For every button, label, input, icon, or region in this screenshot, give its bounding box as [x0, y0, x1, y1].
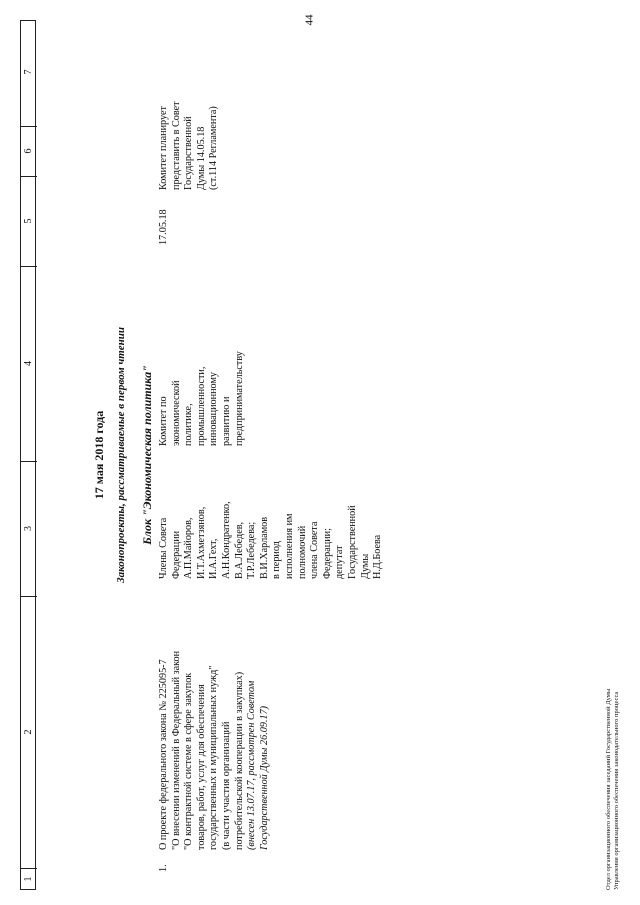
- row-number: 1.: [158, 864, 169, 872]
- bill-status-line: Государственной Думы 26.09.17): [258, 705, 270, 850]
- committee-line: предпринимательству: [233, 351, 245, 446]
- bill-line: О проекте федерального закона № 225095-7: [158, 659, 169, 850]
- author-line: Члены Совета: [158, 517, 169, 579]
- page-number: 44: [303, 14, 316, 26]
- author-line: В.И.Харламов: [258, 516, 270, 579]
- committee-line: развитию и: [220, 396, 232, 446]
- note-line: представить в Совет: [170, 101, 182, 190]
- responsible-committee: [158, 326, 246, 446]
- author-line: депутат: [334, 545, 346, 579]
- column-4: 4: [21, 266, 37, 462]
- author-line: исполнения им: [283, 513, 295, 579]
- block-title: Блок "Экономическая политика": [140, 365, 154, 545]
- bill-status-line: (внесен 13.07.17, рассмотрен Советом: [246, 680, 258, 850]
- author-line: И.Т.Ахметзянов,: [195, 506, 207, 579]
- column-5: 5: [21, 176, 37, 267]
- bill-description: [158, 600, 271, 850]
- author-line: А.П.Майоров,: [183, 517, 195, 579]
- footer-line: Отдел организационного обеспечения заседаний Государственной Думы: [605, 688, 612, 890]
- committee-line: промышленности,: [195, 366, 207, 446]
- author-line: В.А.Лебедев,: [233, 521, 245, 579]
- note-line: Государственной: [183, 116, 195, 190]
- subtitle: Законопроекты, рассматриваемые в первом чтении: [115, 327, 127, 583]
- author-line: в период: [271, 541, 283, 579]
- bill-line: "О контрактной системе в сфере закупок: [183, 672, 195, 850]
- author-line: полномочий: [296, 525, 308, 579]
- column-6: 6: [21, 126, 37, 177]
- footer-line: Управления организационного обеспечения законодательного процесса: [613, 691, 620, 890]
- bill-line: государственных и муниципальных нужд": [208, 665, 220, 850]
- column-header-row: [20, 20, 36, 890]
- note-line: (ст.114 Регламента): [208, 106, 220, 190]
- bill-line: (в части участия организаций: [220, 721, 232, 850]
- author-line: Н.Д.Боева: [372, 534, 384, 579]
- note-line: Комитет планирует: [158, 106, 169, 190]
- committee-line: Комитет по: [158, 396, 169, 446]
- author-line: Думы: [359, 553, 371, 579]
- review-date: 17.05.18: [158, 209, 169, 245]
- author-line: члена Совета: [309, 521, 321, 579]
- author-line: Федерации: [170, 530, 182, 579]
- column-2: 2: [21, 596, 37, 869]
- author-line: Т.Р.Лебедева;: [246, 521, 258, 579]
- rotated-document: [20, 20, 620, 890]
- title-date: 17 мая 2018 года: [92, 410, 106, 500]
- author-line: Государственной: [346, 505, 358, 579]
- bill-authors: [158, 459, 385, 579]
- note-line: Думы 14.05.18: [195, 126, 207, 190]
- column-1: 1: [23, 876, 34, 882]
- bill-line: потребительской кооперации в закупках): [233, 671, 245, 850]
- author-line: А.Н.Кондратенко,: [220, 501, 232, 579]
- committee-note: [158, 60, 221, 190]
- column-3: 3: [21, 461, 37, 597]
- footer: [605, 689, 621, 890]
- committee-line: инновационному: [208, 372, 220, 446]
- author-line: И.А.Гехт,: [208, 538, 220, 579]
- committee-line: экономической: [170, 380, 182, 446]
- bill-line: "О внесении изменений в Федеральный закон: [170, 650, 182, 850]
- author-line: Федерации;: [321, 528, 333, 579]
- bill-line: товаров, работ, услуг для обеспечения: [195, 684, 207, 850]
- committee-line: политике,: [183, 403, 195, 446]
- column-7: 7: [21, 18, 37, 127]
